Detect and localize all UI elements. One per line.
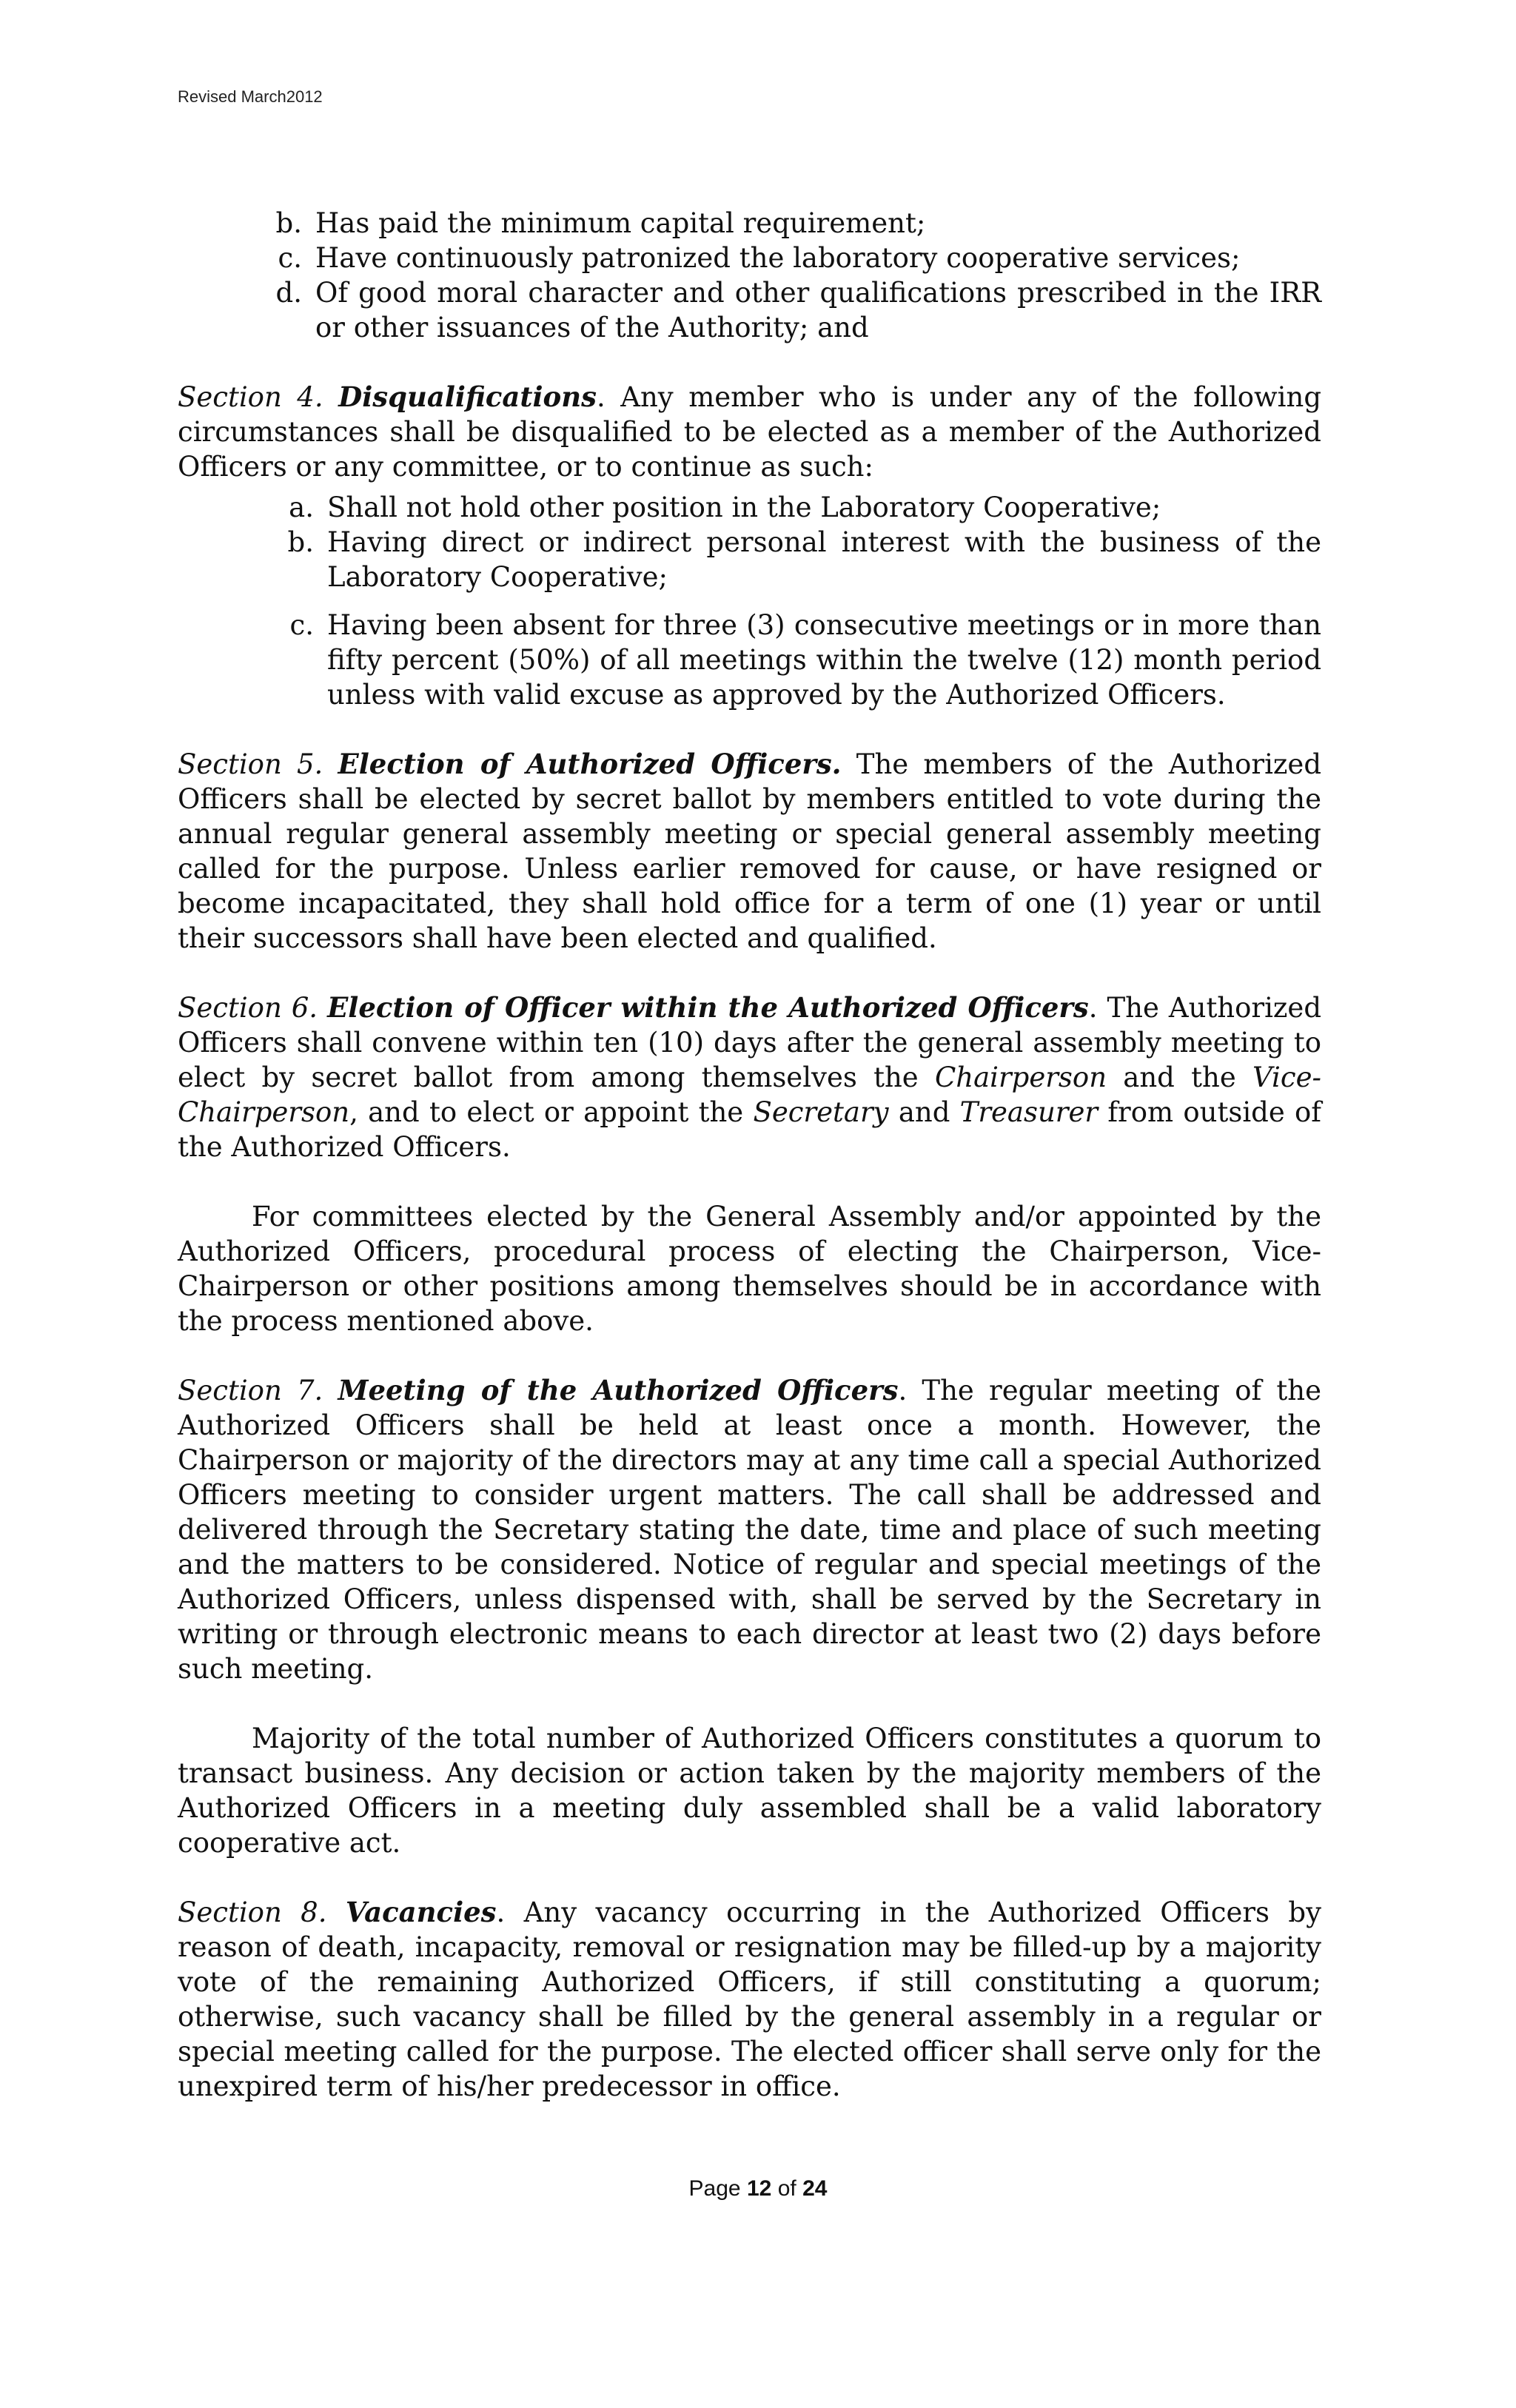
list-item xyxy=(178,206,1321,241)
section-6-paragraph xyxy=(178,990,1321,1164)
section-body: , and to elect or appoint the xyxy=(349,1096,754,1128)
list-item xyxy=(178,241,1321,275)
list-marker: c. xyxy=(289,609,314,641)
section-4-paragraph xyxy=(178,380,1321,484)
qualifications-list-continued xyxy=(178,206,1321,345)
total-page-count: 24 xyxy=(802,2176,828,2201)
secretary-term: Secretary xyxy=(753,1096,889,1128)
section-body: . Any member who is under any of the following circumstances shall be disqualified to be elected as a member of the Authorized Officers or any committee, or to continue as such: xyxy=(178,381,1322,483)
section-7-quorum-paragraph: Majority of the total number of Authorized Officers constitutes a quorum to transact business. Any decision or action taken by the majority members of the Authorized Officers in a meeting duly assembled shall be a valid laboratory cooperative act. xyxy=(178,1723,1321,1859)
list-marker: b. xyxy=(287,526,314,558)
list-marker: a. xyxy=(289,492,314,523)
section-body: and xyxy=(888,1096,960,1128)
section-title: Meeting of the Authorized Officers xyxy=(338,1374,899,1406)
list-item xyxy=(178,608,1321,712)
revised-date-header: Revised March2012 xyxy=(178,87,323,106)
disqualifications-list xyxy=(178,490,1321,712)
list-item xyxy=(178,275,1321,345)
of-word: of xyxy=(777,2176,796,2201)
list-text: Has paid the minimum capital requirement; xyxy=(315,207,926,239)
section-label: Section 4. xyxy=(178,381,323,413)
vice-chairperson-term: Vice-Chairperson xyxy=(178,1062,1322,1128)
section-body: . The regular meeting of the Authorized Officers shall be held at least once a month. However, the Chairperson or majority of the directors may at any time call a special Authorized Officers meeting to consider urgent matters. The call shall be addressed and delivered through the Secretary stating the date, time and place of such meeting and the matters to be considered. Notice of regular and special meetings of the Authorized Officers, unless dispensed with, shall be served by the Secretary in writing or through electronic means to each director at least two (2) days before such meeting. xyxy=(178,1375,1321,1685)
section-title: Election of Officer within the Authorized Officers xyxy=(327,991,1089,1024)
section-body: The members of the Authorized Officers shall be elected by secret ballot by members entitled to vote during the annual regular general assembly meeting or special general assembly meeting called for the purpose. Unless earlier removed for cause, or have resigned or become incapacitated, they shall hold office for a term of one (1) year or until their successors shall have been elected and qualified. xyxy=(178,748,1322,954)
section-body: . Any vacancy occurring in the Authorized Officers by reason of death, incapacity, removal or resignation may be filled-up by a majority vote of the remaining Authorized Officers, if still constituting a quorum; otherwise, such vacancy shall be filled by the general assembly in a regular or special meeting called for the purpose. The elected officer shall serve only for the unexpired term of his/her predecessor in office. xyxy=(178,1896,1321,2102)
section-6-committees-paragraph: For committees elected by the General Assembly and/or appointed by the Authorized Officers, procedural process of electing the Chairperson, Vice-Chairperson or other positions among themselves should be in accordance with the process mentioned above. xyxy=(178,1201,1321,1337)
list-text: Have continuously patronized the laboratory cooperative services; xyxy=(315,242,1241,274)
treasurer-term: Treasurer xyxy=(959,1096,1099,1128)
list-text: Of good moral character and other qualifications prescribed in the IRR or other issuances of the Authority; and xyxy=(315,277,1321,343)
section-7-paragraph xyxy=(178,1373,1321,1686)
section-body: . The Authorized Officers shall convene within ten (10) days after the general assembly meeting to elect by secret ballot from among themselves the xyxy=(178,992,1322,1093)
section-title: Election of Authorized Officers. xyxy=(338,748,842,780)
section-body: and the xyxy=(1107,1062,1252,1093)
section-label: Section 7. xyxy=(178,1375,323,1406)
page-number-footer xyxy=(0,2176,1516,2201)
section-label: Section 5. xyxy=(178,748,323,780)
section-5-paragraph xyxy=(178,747,1321,956)
list-marker: d. xyxy=(275,277,302,309)
document-body xyxy=(178,206,1321,2104)
section-label: Section 6. xyxy=(178,992,318,1024)
section-label: Section 8. xyxy=(178,1896,327,1928)
section-title: Vacancies xyxy=(345,1896,497,1928)
list-item xyxy=(178,525,1321,594)
list-marker: c. xyxy=(278,242,302,274)
page-word: Page xyxy=(688,2176,741,2201)
section-body: from outside of the Authorized Officers. xyxy=(178,1096,1321,1163)
list-marker: b. xyxy=(275,207,302,239)
list-text: Having direct or indirect personal interest with the business of the Laboratory Cooperative; xyxy=(327,526,1321,593)
current-page-number: 12 xyxy=(746,2176,772,2201)
list-item xyxy=(178,490,1321,525)
chairperson-term: Chairperson xyxy=(934,1062,1107,1093)
list-text: Shall not hold other position in the Laboratory Cooperative; xyxy=(327,492,1161,523)
list-text: Having been absent for three (3) consecutive meetings or in more than fifty percent (50%) of all meetings within the twelve (12) month period unless with valid excuse as approved by the Authorized Officers. xyxy=(327,609,1321,711)
section-title: Disqualifications xyxy=(338,380,597,413)
section-8-paragraph xyxy=(178,1895,1321,2104)
